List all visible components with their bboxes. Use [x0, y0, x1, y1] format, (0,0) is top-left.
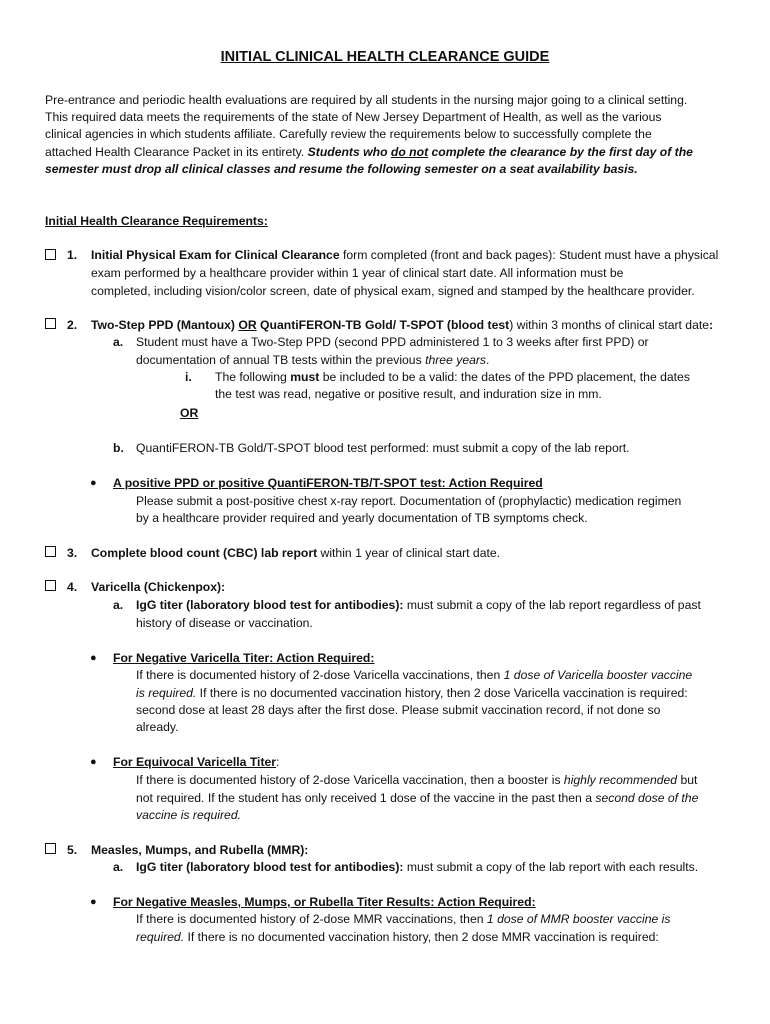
checkbox-varicella[interactable]: [45, 580, 56, 591]
action-text: If there is documented history of 2-dose Varicella vaccinations, then: [136, 668, 504, 682]
sub-label: a.: [113, 598, 124, 612]
item-heading-or: OR: [238, 318, 257, 332]
sub-line: QuantiFERON-TB Gold/T-SPOT blood test performed: must submit a copy of the lab report.: [136, 441, 630, 455]
item-text: ) within 3 months of clinical start date: [509, 318, 710, 332]
item-heading: Two-Step PPD (Mantoux): [91, 318, 239, 332]
action-line: [136, 930, 659, 945]
intro-warning: Students who: [307, 145, 391, 159]
item-line: [91, 546, 500, 561]
action-text-emphasis: highly recommended: [563, 773, 678, 787]
item-line: [91, 318, 713, 333]
action-line: [136, 773, 697, 788]
sub-text: documentation of annual TB tests within the previous: [136, 353, 426, 367]
item-heading: Complete blood count (CBC) lab report: [91, 546, 318, 560]
intro-line: Pre-entrance and periodic health evaluations are required by all students in the nursing major going to a clinical setting.: [45, 93, 688, 107]
item-line: exam performed by a healthcare provider within 1 year of clinical start date. All information must be: [91, 266, 624, 280]
action-text: :: [276, 755, 280, 769]
sub-sub-label: i.: [185, 370, 192, 384]
action-line: by a healthcare provider required and yearly documentation of TB symptoms check.: [136, 511, 588, 525]
sub-line: history of disease or vaccination.: [136, 616, 313, 630]
bullet-icon: ●: [90, 652, 97, 664]
action-text-emphasis: 1 dose of MMR booster vaccine is: [486, 912, 671, 926]
action-text-emphasis: second dose of the: [595, 791, 699, 805]
item-number: 4.: [67, 580, 78, 594]
intro-line: This required data meets the requirements of the state of New Jersey Department of Health, as well as the various: [45, 110, 662, 124]
action-line: [136, 912, 670, 927]
sub-label: b.: [113, 441, 124, 455]
action-text: not required. If the student has only received 1 dose of the vaccine in the past then a: [136, 791, 596, 805]
action-text: If there is documented history of 2-dose MMR vaccinations, then: [136, 912, 487, 926]
action-text: If there is documented history of 2-dose Varicella vaccination, then a booster is: [136, 773, 564, 787]
action-heading-text: For Equivocal Varicella Titer: [113, 755, 277, 769]
sub-sub-line: [215, 370, 690, 385]
action-text-emphasis: required.: [136, 930, 185, 944]
sub-text: must submit a copy of the lab report regardless of past: [403, 598, 701, 612]
item-number: 2.: [67, 318, 78, 332]
action-text: If there is no documented vaccination history, then 2 dose Varicella vaccination is required:: [196, 686, 688, 700]
sub-label: a.: [113, 335, 124, 349]
section-heading: Initial Health Clearance Requirements:: [45, 214, 268, 228]
item-line: [91, 248, 718, 263]
bullet-icon: ●: [90, 896, 97, 908]
sub-line: [136, 860, 698, 875]
item-heading: Varicella (Chickenpox):: [91, 580, 226, 594]
checkbox-cbc[interactable]: [45, 546, 56, 557]
action-line: Please submit a post-positive chest x-ray report. Documentation of (prophylactic) medication regimen: [136, 494, 682, 508]
sub-heading: IgG titer (laboratory blood test for antibodies):: [136, 860, 404, 874]
checkbox-physical-exam[interactable]: [45, 249, 56, 260]
sub-text-emphasis: three years: [425, 353, 487, 367]
item-number: 5.: [67, 843, 78, 857]
action-heading: A positive PPD or positive QuantiFERON-TB/T-SPOT test: Action Required: [113, 476, 543, 490]
sub-line: Student must have a Two-Step PPD (second PPD administered 1 to 3 weeks after first PPD) or: [136, 335, 649, 349]
item-text: form completed (front and back pages): Student must have a physical: [339, 248, 719, 262]
action-line: vaccine is required.: [136, 808, 241, 822]
action-line: [136, 686, 688, 701]
intro-line: [45, 145, 693, 160]
item-number: 3.: [67, 546, 78, 560]
item-text: :: [709, 318, 714, 332]
sub-line: [136, 353, 489, 368]
bullet-icon: ●: [90, 756, 97, 768]
item-heading: Measles, Mumps, and Rubella (MMR):: [91, 843, 309, 857]
item-heading: QuantiFERON-TB Gold/ T-SPOT (blood test: [256, 318, 510, 332]
action-text-emphasis: 1 dose of Varicella booster vaccine: [503, 668, 693, 682]
item-number: 1.: [67, 248, 78, 262]
page-title: INITIAL CLINICAL HEALTH CLEARANCE GUIDE: [220, 49, 550, 65]
action-heading: [113, 755, 279, 770]
action-text: If there is no documented vaccination history, then 2 dose MMR vaccination is required:: [184, 930, 659, 944]
or-separator: OR: [180, 406, 199, 420]
sub-text: must submit a copy of the lab report with each results.: [403, 860, 699, 874]
item-text: within 1 year of clinical start date.: [317, 546, 501, 560]
action-heading: For Negative Measles, Mumps, or Rubella Titer Results: Action Required:: [113, 895, 536, 909]
action-text: but: [677, 773, 698, 787]
checkbox-mmr[interactable]: [45, 843, 56, 854]
intro-warning-emphasis: do not: [390, 145, 429, 159]
sub-text: The following: [215, 370, 291, 384]
sub-label: a.: [113, 860, 124, 874]
item-line: completed, including vision/color screen, date of physical exam, signed and stamped by the healthcare provider.: [91, 284, 695, 298]
sub-sub-line: the test was read, negative or positive result, and induration size in mm.: [215, 387, 602, 401]
sub-text-emphasis: must: [290, 370, 320, 384]
sub-heading: IgG titer (laboratory blood test for antibodies):: [136, 598, 404, 612]
intro-line: clinical agencies in which students affiliate. Carefully review the requirements below to successfully complete the: [45, 127, 652, 141]
action-heading: For Negative Varicella Titer: Action Required:: [113, 651, 375, 665]
sub-text: be included to be a valid: the dates of the PPD placement, the dates: [319, 370, 690, 384]
action-line: [136, 668, 692, 683]
intro-warning: complete the clearance by the first day of the: [428, 145, 693, 159]
checkbox-tb-test[interactable]: [45, 318, 56, 329]
item-heading: Initial Physical Exam for Clinical Clearance: [91, 248, 340, 262]
intro-warning: semester must drop all clinical classes and resume the following semester on a seat availability basis.: [45, 162, 638, 176]
intro-text: attached Health Clearance Packet in its entirety.: [45, 145, 308, 159]
sub-line: [136, 598, 701, 613]
sub-text: .: [486, 353, 490, 367]
action-line: [136, 791, 698, 806]
action-line: already.: [136, 720, 179, 734]
bullet-icon: ●: [90, 477, 97, 489]
action-text-emphasis: is required.: [136, 686, 197, 700]
action-line: second dose at least 28 days after the first dose. Please submit vaccination record, if not done so: [136, 703, 661, 717]
